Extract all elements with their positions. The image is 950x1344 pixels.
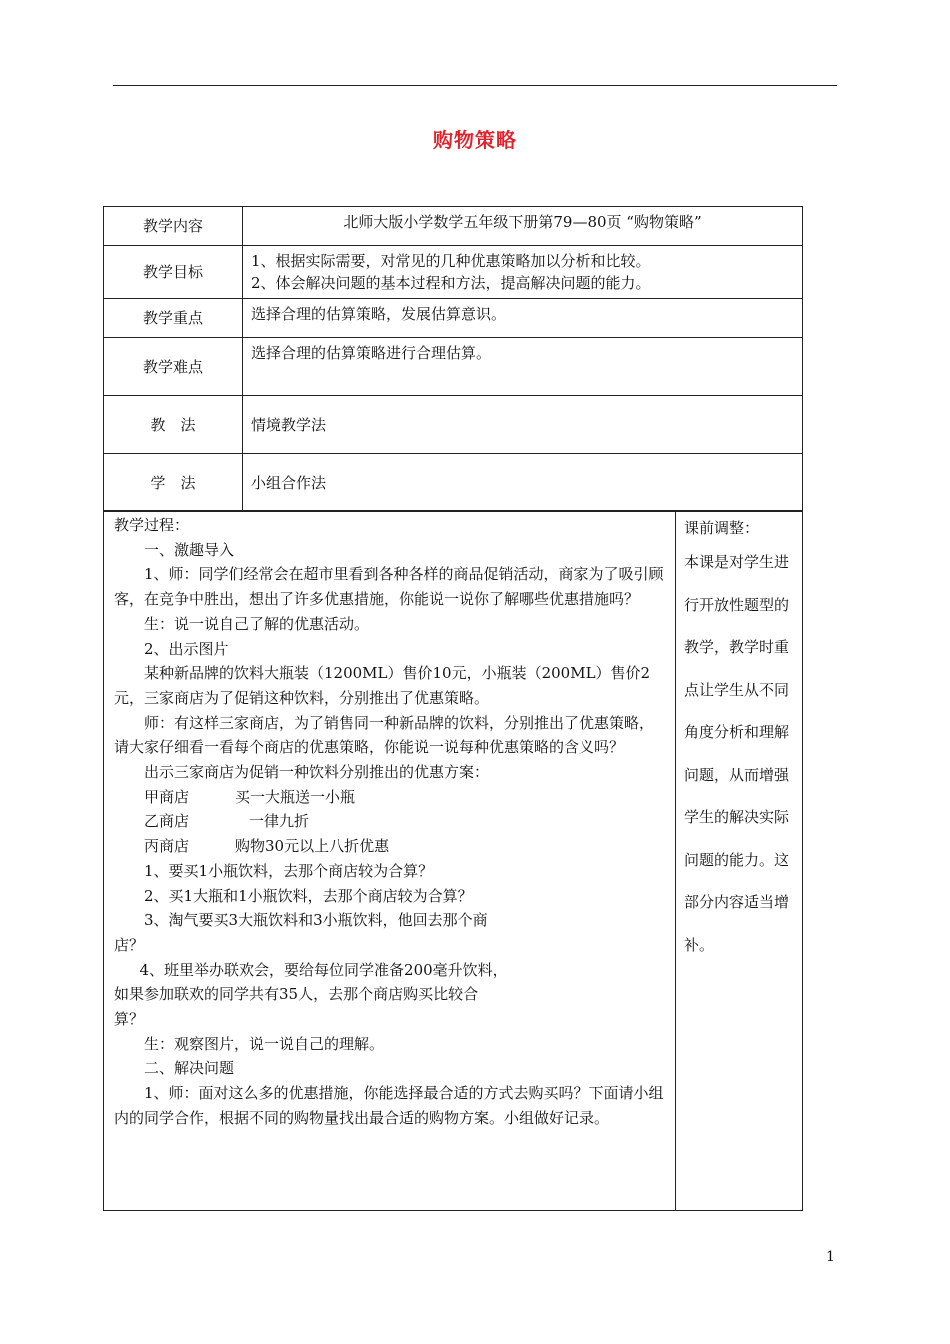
process-heading: 教学过程： xyxy=(114,516,190,534)
info-row-goals xyxy=(104,246,803,299)
info-line: 北师大版小学数学五年级下册第79—80页 “购物策略” xyxy=(343,213,702,231)
question-continued: 如果参加联欢的同学共有35人，去那个商店购买比较合 xyxy=(114,985,479,1004)
side-line: 本课是对学生进 xyxy=(684,553,790,571)
shop-line xyxy=(114,834,667,859)
paragraph: 1、师：同学们经常会在超市里看到各种各样的商品促销活动，商家为了吸引顾客，在竞争中胜出，想出了许多优惠措施，你能说一说你了解哪些优惠措施吗？ xyxy=(114,565,664,609)
paragraph: 1、师：面对这么多的优惠措施，你能选择最合适的方式去购买吗？下面请小组内的同学合作，根据不同的购物量找出最合适的购物方案。小组做好记录。 xyxy=(114,1084,664,1127)
page-title: 购物策略 xyxy=(433,128,517,152)
info-row-content xyxy=(104,207,803,246)
info-label: 教学重点 xyxy=(104,299,243,338)
info-row-teaching-method xyxy=(104,396,803,454)
question: 4、班里举办联欢会，要给每位同学准备200毫升饮料， xyxy=(139,960,508,979)
info-line: 小组合作法 xyxy=(251,473,327,492)
side-line: 教学，教学时重 xyxy=(684,638,790,656)
paragraph: 出示三家商店为促销一种饮料分别推出的优惠方案： xyxy=(144,763,490,782)
info-row-difficulty xyxy=(104,338,803,396)
shop-name: 甲商店 xyxy=(144,787,190,806)
paragraph: 2、出示图片 xyxy=(144,639,229,658)
info-label: 学 法 xyxy=(104,454,243,512)
info-line: 2、体会解决问题的基本过程和方法，提高解决问题的能力。 xyxy=(251,274,651,292)
info-label: 教学内容 xyxy=(104,207,243,246)
paragraph: 生：说一说自己了解的优惠活动。 xyxy=(144,614,370,633)
side-line: 学生的解决实际 xyxy=(684,808,790,826)
teaching-process xyxy=(104,511,676,1211)
question-continued: 算？ xyxy=(114,1010,145,1029)
section-heading: 一、激趣导入 xyxy=(144,540,235,559)
info-label: 教学难点 xyxy=(104,338,243,396)
info-line: 情境教学法 xyxy=(251,415,327,434)
shop-name: 乙商店 xyxy=(144,812,190,831)
shop-offer: 买一大瓶送一小瓶 xyxy=(235,787,356,806)
info-label: 教学目标 xyxy=(104,246,243,299)
paragraph: 师：有这样三家商店，为了销售同一种新品牌的饮料，分别推出了优惠策略，请大家仔细看一看每个商店的优惠策略，你能说一说每种优惠策略的含义吗？ xyxy=(114,713,655,757)
shop-offer: 一律九折 xyxy=(249,812,310,831)
section-heading: 二、解决问题 xyxy=(144,1059,235,1078)
shop-offer: 购物30元以上八折优惠 xyxy=(235,837,390,856)
info-line: 选择合理的估算策略进行合理估算。 xyxy=(251,344,492,362)
paragraph: 某种新品牌的饮料大瓶装（1200ML）售价10元，小瓶装（200ML）售价2元，三家商店为了促销这种饮料，分别推出了优惠策略。 xyxy=(114,664,651,707)
side-line: 点让学生从不同 xyxy=(684,680,790,699)
shop-line xyxy=(114,785,667,810)
question: 2、买1大瓶和1小瓶饮料，去那个商店较为合算？ xyxy=(144,886,473,905)
info-value xyxy=(243,299,803,338)
info-value xyxy=(243,246,803,299)
page-number: 1 xyxy=(826,1249,835,1265)
side-line: 角度分析和理解 xyxy=(684,723,790,741)
info-table xyxy=(103,206,803,512)
side-heading: 课前调整： xyxy=(684,519,760,537)
side-line: 行开放性题型的 xyxy=(684,595,790,614)
info-line: 选择合理的估算策略，发展估算意识。 xyxy=(251,305,507,323)
pre-class-adjustment xyxy=(676,511,803,1211)
info-value xyxy=(243,207,803,246)
side-line: 补。 xyxy=(684,935,715,954)
info-value xyxy=(243,454,803,512)
side-line: 部分内容适当增 xyxy=(684,893,790,911)
info-label: 教 法 xyxy=(104,396,243,454)
info-value xyxy=(243,396,803,454)
side-line: 问题，从而增强 xyxy=(684,765,790,784)
info-row-key xyxy=(104,299,803,338)
question: 1、要买1小瓶饮料，去那个商店较为合算？ xyxy=(144,861,434,880)
question-continued: 店？ xyxy=(114,935,145,954)
info-row-learning-method xyxy=(104,454,803,512)
process-table xyxy=(103,510,803,1211)
paragraph: 生：观察图片，说一说自己的理解。 xyxy=(144,1034,385,1053)
shop-name: 丙商店 xyxy=(144,837,190,856)
question: 3、淘气要买3大瓶饮料和3小瓶饮料，他回去那个商 xyxy=(144,911,488,930)
header-rule xyxy=(113,85,837,86)
info-value xyxy=(243,338,803,396)
info-line: 1、根据实际需要，对常见的几种优惠策略加以分析和比较。 xyxy=(251,252,651,270)
shop-line xyxy=(114,809,667,834)
side-line: 问题的能力。这 xyxy=(684,850,790,869)
